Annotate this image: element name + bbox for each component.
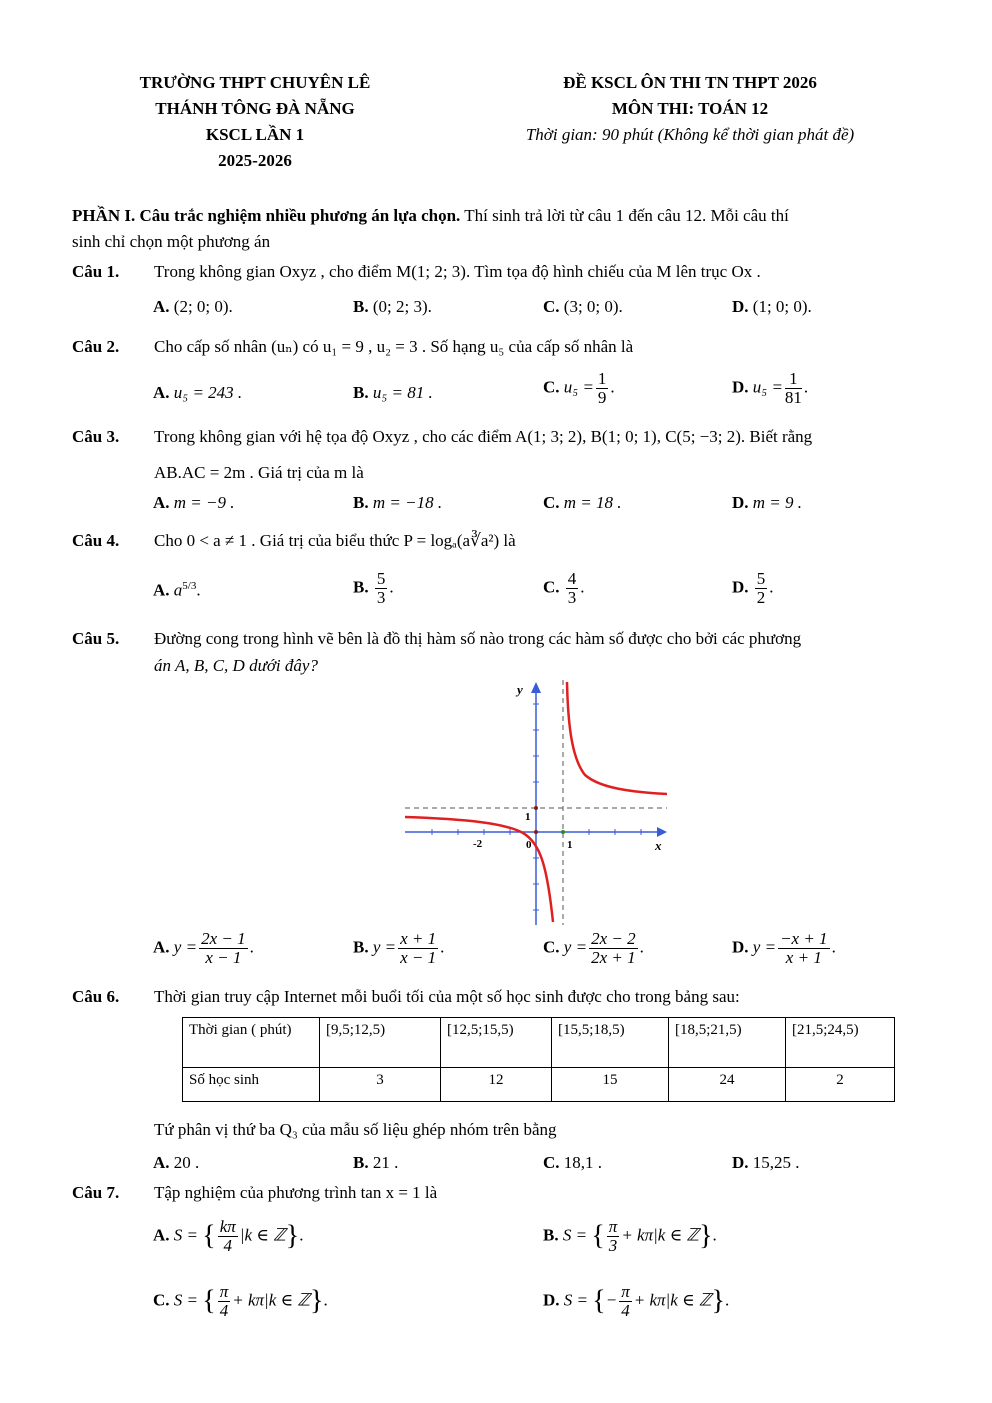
q7-option-a[interactable]: A. S = { $\frac{k\pi}{4}$ |k ∈ ℤ}. [153, 1217, 304, 1255]
question-3-line2: AB.AC = 2m . Giá trị của m là [154, 463, 364, 482]
question-text: Trong không gian Oxyz , cho điểm M(1; 2; 3). Tìm tọa độ hình chiếu của M lên trục Ox . [154, 262, 761, 281]
table-cell: [21,5;24,5) [786, 1018, 895, 1068]
question-2: Câu 2. Cho cấp số nhân (uₙ) có u₁ = 9 , u₂ = 3 . Số hạng u₅ của cấp số nhân là [72, 337, 634, 356]
school-name-line1: TRƯỜNG THPT CHUYÊN LÊ [139, 73, 371, 92]
y-axis-label: y [517, 682, 523, 697]
table-cell: 15 [552, 1068, 669, 1102]
q5-option-b[interactable]: B. y = $\frac{x + 1}{x - 1}$ . [353, 929, 445, 967]
q2-option-c[interactable]: C. u₅ = $\frac{1}{9}$ . [543, 369, 615, 407]
x-tick-1: 1 [567, 839, 573, 851]
q4-option-b[interactable]: B. $\frac{5}{3}$ . [353, 569, 394, 607]
q1-option-b[interactable]: B. (0; 2; 3). [353, 297, 432, 316]
table-cell: 3 [320, 1068, 441, 1102]
question-4: Câu 4. Cho 0 < a ≠ 1 . Giá trị của biểu thức P = logₐ(a∛a²) là [72, 531, 516, 550]
table-cell: 12 [441, 1068, 552, 1102]
q7-option-c[interactable]: C. S = { $\frac{\pi}{4}$ + kπ|k ∈ ℤ}. [153, 1282, 328, 1320]
q1-option-a[interactable]: A. (2; 0; 0). [153, 297, 233, 316]
q7-option-d[interactable]: D. S = {− $\frac{\pi}{4}$ + kπ|k ∈ ℤ}. [543, 1282, 730, 1320]
question-3: Câu 3. Trong không gian với hệ tọa độ Oxyz , cho các điểm A(1; 3; 2), B(1; 0; 1), C(5; −3; 2). Biết rằng [72, 427, 813, 446]
q4-option-d[interactable]: D. $\frac{5}{2}$ . [732, 569, 774, 607]
table-cell: [18,5;21,5) [669, 1018, 786, 1068]
q2-option-b[interactable]: B. u₅ = 81 . [353, 383, 433, 402]
table-cell: [9,5;12,5) [320, 1018, 441, 1068]
x-axis-arrow [657, 827, 667, 837]
question-7: Câu 7. Tập nghiệm của phương trình tan x = 1 là [72, 1183, 438, 1202]
y-tick-1: 1 [525, 811, 531, 823]
origin-label: 0 [526, 839, 532, 851]
q3-option-a[interactable]: A. m = −9 . [153, 493, 235, 512]
x-axis-label: x [655, 838, 662, 853]
q6-option-a[interactable]: A. 20 . [153, 1153, 200, 1172]
q1-option-d[interactable]: D. (1; 0; 0). [732, 297, 812, 316]
q7-option-b[interactable]: B. S = { $\frac{\pi}{3}$ + kπ|k ∈ ℤ}. [543, 1217, 717, 1255]
q3-option-c[interactable]: C. m = 18 . [543, 493, 622, 512]
table-cell: 24 [669, 1068, 786, 1102]
table-cell: [12,5;15,5) [441, 1018, 552, 1068]
table-header-cell: Số học sinh [183, 1068, 320, 1102]
school-name-line2: THÁNH TÔNG ĐÀ NẴNG [155, 99, 355, 118]
y-axis-arrow [531, 682, 541, 693]
x-tick-minus2: -2 [473, 838, 483, 850]
q3-option-b[interactable]: B. m = −18 . [353, 493, 443, 512]
part1-intro [72, 203, 932, 255]
question-number: Câu 1. [72, 262, 120, 281]
q6-option-c[interactable]: C. 18,1 . [543, 1153, 603, 1172]
q6-option-b[interactable]: B. 21 . [353, 1153, 399, 1172]
q5-option-a[interactable]: A. y = $\frac{2x - 1}{x - 1}$ . [153, 929, 254, 967]
q1-option-c[interactable]: C. (3; 0; 0). [543, 297, 623, 316]
function-graph [405, 680, 667, 925]
q5-option-c[interactable]: C. y = $\frac{2x - 2}{2x + 1}$ . [543, 929, 644, 967]
question-1 [72, 259, 761, 285]
exam-time: Thời gian: 90 phút (Không kể thời gian phát đề) [525, 125, 855, 144]
q5-option-d[interactable]: D. y = $\frac{-x + 1}{x + 1}$ . [732, 929, 836, 967]
exam-title: ĐỀ KSCL ÔN THI TN THPT 2026 [563, 73, 817, 92]
q6-option-d[interactable]: D. 15,25 . [732, 1153, 800, 1172]
curve-right-branch [567, 682, 667, 794]
question-6: Câu 6. Thời gian truy cập Internet mỗi buổi tối của một số học sinh được cho trong bảng sau: [72, 987, 740, 1006]
question-5-line2: án A, B, C, D dưới đây? [154, 656, 318, 675]
school-year: 2025-2026 [218, 151, 292, 170]
q2-option-a[interactable]: A. u₅ = 243 . [153, 383, 243, 402]
frequency-table [182, 1017, 895, 1102]
exam-round: KSCL LẦN 1 [205, 125, 305, 144]
question-5: Câu 5. Đường cong trong hình vẽ bên là đồ thị hàm số nào trong các hàm số được cho bởi các phương [72, 629, 802, 648]
exam-subject: MÔN THI: TOÁN 12 [611, 99, 769, 118]
part1-title: PHẦN I. Câu trắc nghiệm nhiều phương án lựa chọn. [72, 206, 461, 225]
table-cell: [15,5;18,5) [552, 1018, 669, 1068]
question-6-line2: Tứ phân vị thứ ba Q₃ của mẫu số liệu ghép nhóm trên bằng [154, 1120, 557, 1139]
q4-option-c[interactable]: C. $\frac{4}{3}$ . [543, 569, 585, 607]
part1-instruction: Thí sinh trả lời từ câu 1 đến câu 12. Mỗi câu thí [460, 206, 789, 225]
part1-instruction2: sinh chỉ chọn một phương án [72, 232, 271, 251]
q4-option-a[interactable]: A. $a^{5/3}$. [153, 580, 201, 600]
table-cell: 2 [786, 1068, 895, 1102]
q3-option-d[interactable]: D. m = 9 . [732, 493, 803, 512]
q2-option-d[interactable]: D. u₅ = $\frac{1}{81}$ . [732, 369, 809, 407]
table-row [183, 1018, 895, 1068]
table-header-cell: Thời gian ( phút) [183, 1018, 320, 1068]
table-row [183, 1068, 895, 1102]
